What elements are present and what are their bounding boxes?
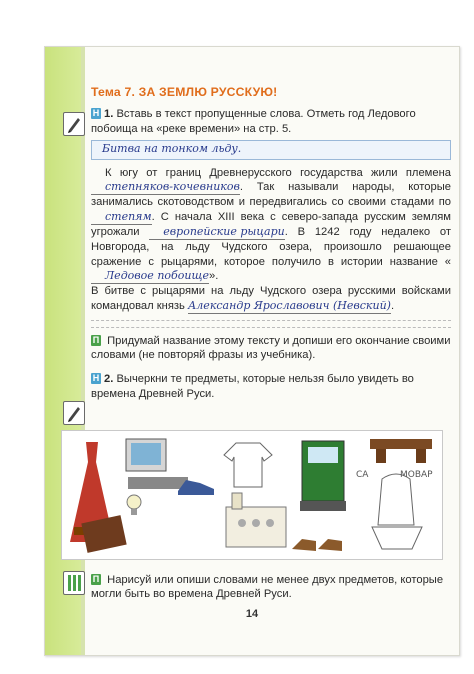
task-badge: П (92, 574, 100, 584)
fill-in-5[interactable]: Александр Ярославович (Невский) (188, 299, 391, 314)
task-badge: П (92, 334, 100, 345)
fill-in-3[interactable]: европейские рыцари (149, 225, 284, 240)
bench-icon[interactable] (366, 435, 436, 465)
story-text: В битве с рыцарями на льду Чудского озера русскими войсками командовал князь (91, 285, 451, 312)
title-answer-box[interactable] (91, 140, 451, 160)
subtask-p2 (91, 573, 451, 602)
book-icon[interactable] (80, 511, 130, 555)
task-2 (91, 372, 451, 401)
story-paragraph-1 (91, 166, 451, 284)
writing-line[interactable] (91, 320, 451, 321)
shirt-icon[interactable] (222, 439, 274, 489)
subtask-p (91, 334, 451, 363)
task-text: Придумай название этому тексту и допиши его окончание своими словами (не повторяй фразы из учебника). (91, 334, 451, 362)
writing-line[interactable] (91, 327, 451, 328)
story-text: . С начала XIII века с северо-запада русским землям угрожали (91, 210, 451, 239)
sketch-note-2: МОВАР (400, 470, 433, 480)
church-icon[interactable] (220, 487, 292, 551)
topic-title: Тема 7. ЗА ЗЕМЛЮ РУССКУЮ! (91, 85, 278, 99)
pencil-icon (63, 112, 85, 136)
fill-in-4[interactable]: Ледовое побоище (91, 269, 209, 284)
samovar-sketch-icon[interactable] (352, 465, 440, 557)
train-icon[interactable] (294, 435, 352, 525)
story-text: . Так называли народы, которые занимались скотоводством и передвигались со своими стадами по (91, 181, 451, 209)
story-paragraph-2 (91, 284, 451, 314)
sketch-note-1: СА (356, 470, 369, 480)
fill-in-2[interactable]: степям (91, 210, 152, 225)
pencil-icon (63, 401, 85, 425)
pictures-panel (61, 430, 443, 560)
handwritten-title: Битва на тонком льду. (102, 141, 242, 155)
task-badge: Н (92, 373, 100, 384)
page-number: 14 (245, 608, 259, 620)
page-content (91, 85, 451, 401)
shoes-icon[interactable] (288, 531, 348, 555)
sneaker-icon[interactable] (176, 475, 216, 497)
task-text: Вычеркни те предметы, которые нельзя было увидеть во времена Древней Руси. (91, 373, 414, 400)
pencils-icon (63, 571, 85, 595)
margin-strip-edge (81, 47, 85, 655)
margin-strip (45, 47, 81, 655)
task-text: Нарисуй или опиши словами не менее двух предметов, которые могли быть во времена Древней Руси. (91, 574, 444, 601)
task-1 (91, 107, 451, 136)
story-text: ». (208, 269, 219, 282)
task-text: Вставь в текст пропущенные слова. Отметь год Ледового побоища на «реке времени» на стр. 5. (91, 108, 416, 135)
story-text: К югу от границ Древнерусского государства жили племена (105, 166, 451, 179)
story-text: . В 1242 году недалеко от Новгорода, на льду Чудского озера, произошло решающее сражение с рыцарями, которое получило в истории название « (91, 226, 451, 268)
workbook-page (44, 46, 460, 656)
task-number: 1. (104, 108, 114, 121)
story-text: . (390, 299, 395, 312)
task-number: 2. (104, 373, 114, 386)
task-badge: Н (92, 108, 100, 119)
fill-in-1[interactable]: степняков-кочевников (91, 180, 240, 195)
